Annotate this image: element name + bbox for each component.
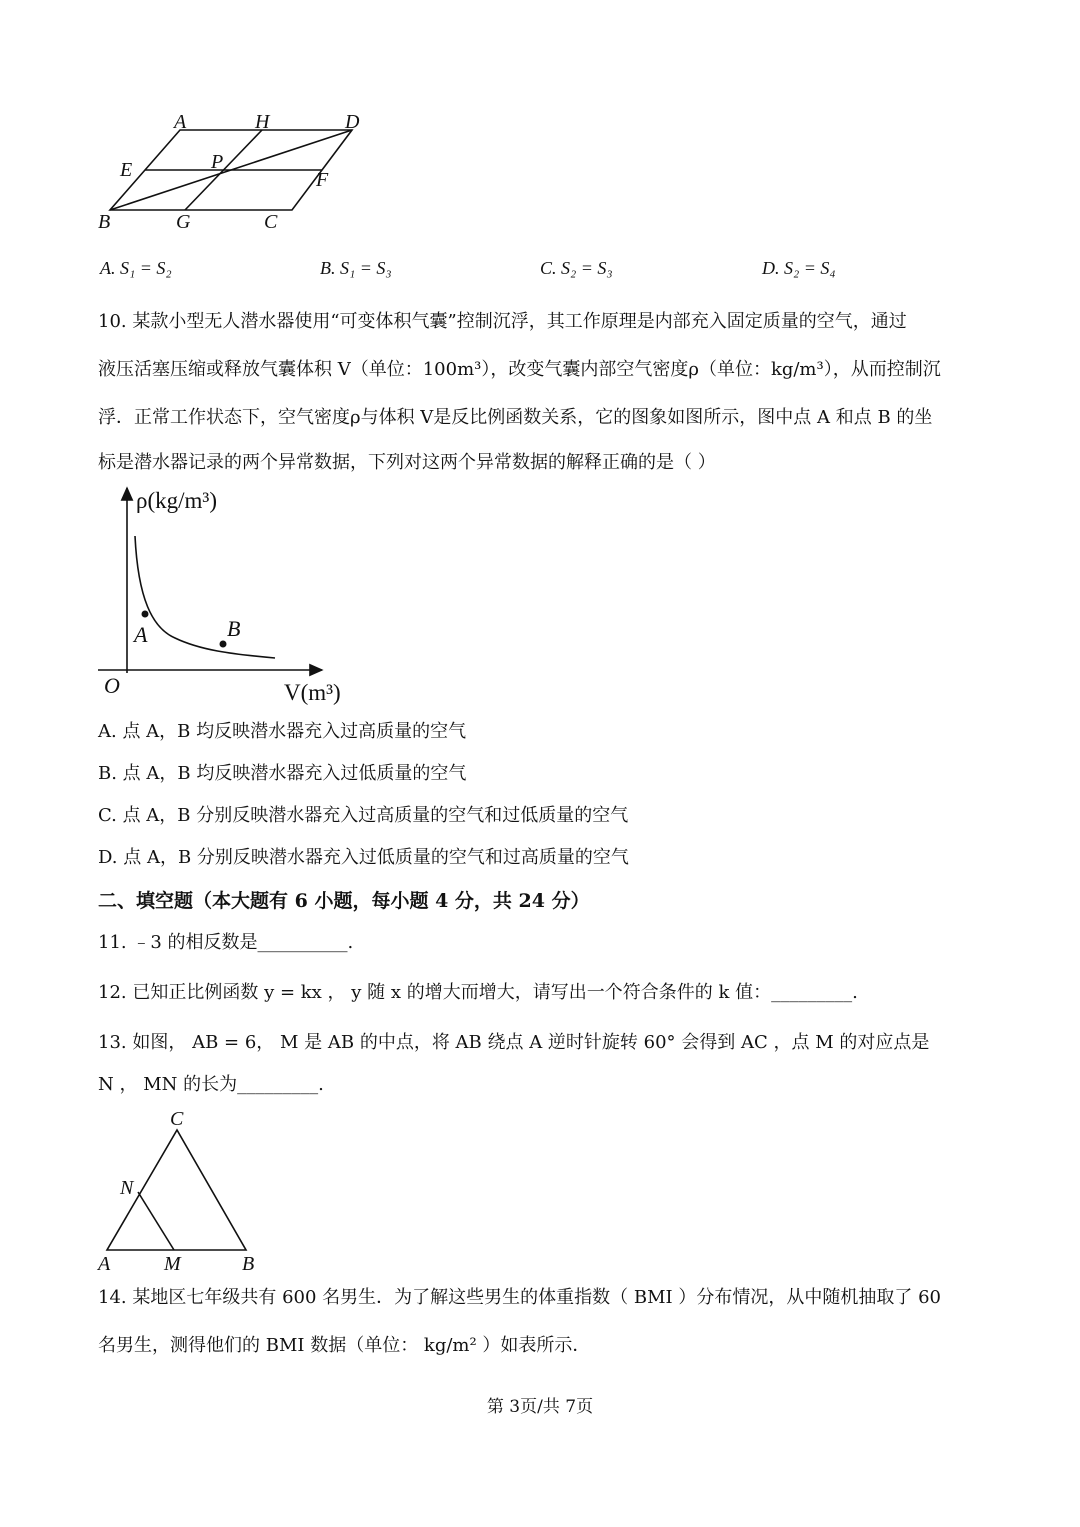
label-f: F (316, 169, 329, 191)
y-axis-label: ρ(kg/m³) (136, 488, 217, 513)
q10-line-2: 液压活塞压缩或释放气囊体积 V（单位：100m³），改变气囊内部空气密度ρ（单位：kg/m³），从而控制沉 (98, 359, 941, 380)
point-a-label: A (134, 622, 148, 647)
page-footer: 第 3页/共 7页 (486, 1397, 594, 1417)
q13-line-2: N ， MN 的长为_________. (98, 1074, 324, 1095)
point-a (142, 611, 149, 618)
label-g: G (176, 211, 191, 233)
q9-option-c: C. S₂ = S₃ (540, 258, 613, 278)
point-b (220, 641, 227, 648)
label-e: E (120, 159, 133, 181)
triangle-figure (88, 1104, 278, 1272)
label-n: N (120, 1177, 134, 1199)
inverse-proportion-graph (90, 478, 370, 708)
label-d: D (345, 111, 360, 133)
parallelogram-figure (90, 108, 380, 238)
label-p: P (211, 151, 224, 173)
label-c: C (170, 1108, 184, 1130)
q11: 11. ﹣3 的相反数是__________. (98, 932, 354, 953)
label-h: H (255, 111, 270, 133)
label-c: C (264, 211, 278, 233)
label-a: A (98, 1253, 111, 1272)
q10-option-c: C. 点 A，B 分别反映潜水器充入过高质量的空气和过低质量的空气 (98, 805, 629, 826)
q12: 12. 已知正比例函数 y = kx ， y 随 x 的增大而增大，请写出一个符合条件的 k 值：_________. (98, 982, 858, 1003)
q9-option-a: A. S₁ = S₂ (100, 258, 172, 278)
label-b: B (98, 211, 111, 233)
q14-line-1: 14. 某地区七年级共有 600 名男生．为了解这些男生的体重指数（ BMI ）分布情况，从中随机抽取了 60 (98, 1287, 941, 1308)
label-b: B (242, 1253, 255, 1272)
label-m: M (164, 1253, 181, 1272)
point-b-label: B (227, 616, 241, 641)
q13-line-1: 13. 如图， AB = 6， M 是 AB 的中点，将 AB 绕点 A 逆时针旋转 60° 会得到 AC ，点 M 的对应点是 (98, 1032, 930, 1053)
q10-option-b: B. 点 A，B 均反映潜水器充入过低质量的空气 (98, 763, 467, 784)
q10-line-3: 浮．正常工作状态下，空气密度ρ与体积 V是反比例函数关系，它的图象如图所示，图中点 A 和点 B 的坐 (98, 407, 933, 428)
q14-line-2: 名男生，测得他们的 BMI 数据（单位： kg/m² ）如表所示． (98, 1335, 591, 1356)
inverse-curve (135, 536, 275, 658)
origin-label: O (104, 673, 120, 698)
q10-option-d: D. 点 A，B 分别反映潜水器充入过低质量的空气和过高质量的空气 (98, 847, 629, 868)
q10-line-4: 标是潜水器记录的两个异常数据，下列对这两个异常数据的解释正确的是（ ） (98, 452, 716, 473)
x-axis-label: V(m³) (284, 680, 341, 705)
q9-option-d: D. S₂ = S₄ (762, 258, 836, 278)
q10-option-a: A. 点 A，B 均反映潜水器充入过高质量的空气 (98, 721, 467, 742)
q9-option-b: B. S₁ = S₃ (320, 258, 392, 278)
section-heading: 二、填空题（本大题有 6 小题，每小题 4 分，共 24 分） (98, 890, 590, 912)
label-a: A (174, 111, 187, 133)
q10-line-1: 10. 某款小型无人潜水器使用“可变体积气囊”控制沉浮，其工作原理是内部充入固定质量的空气，通过 (98, 311, 907, 332)
